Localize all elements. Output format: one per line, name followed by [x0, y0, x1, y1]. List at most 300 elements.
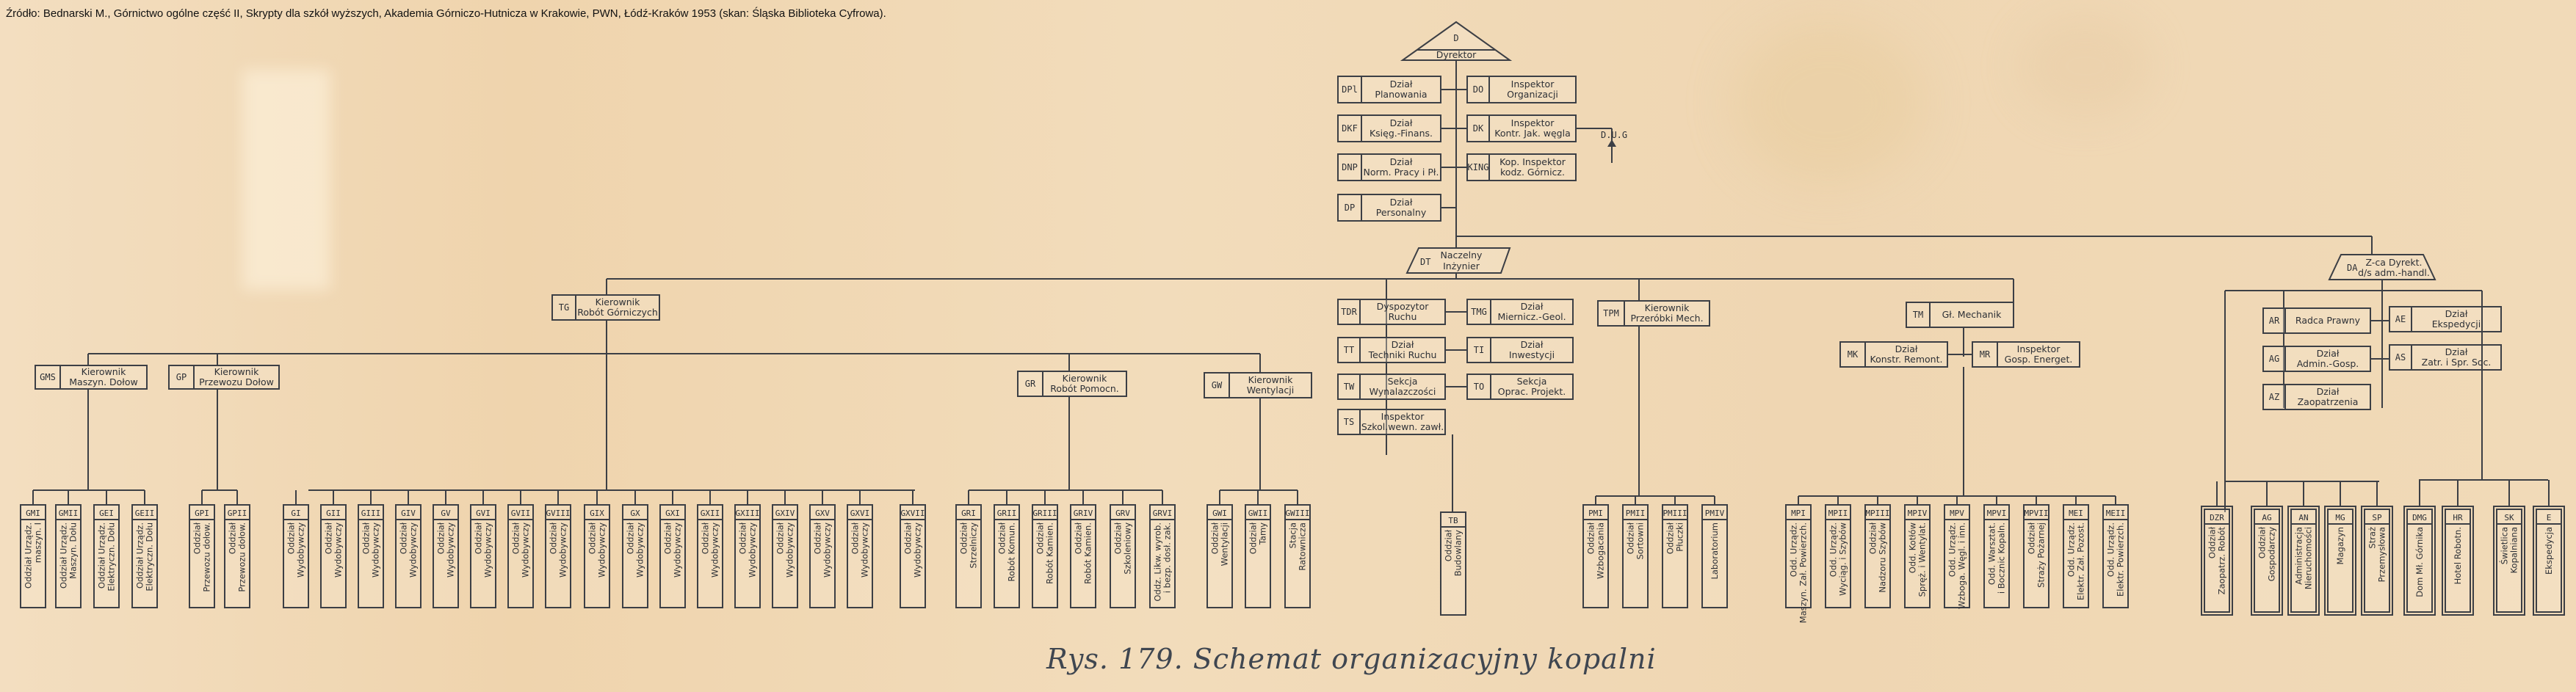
unit-label: Inspektor: [1510, 117, 1555, 128]
unit-label: Budowlany: [1452, 530, 1464, 577]
mechanic-unit-box: [1786, 505, 1811, 623]
unit-label: Szkoleniowy: [1122, 522, 1133, 575]
admin-box-left: [2263, 346, 2370, 371]
unit-code: GXIV: [775, 509, 795, 518]
unit-label: Inwestycji: [1508, 349, 1555, 360]
tech-box-left: [1338, 338, 1445, 363]
machines-unit-box: [56, 505, 81, 608]
unit-label: Sekcja: [1516, 376, 1547, 387]
unit-label: Wentylacji: [1246, 385, 1295, 396]
unit-label: maszyn. I: [32, 522, 43, 564]
unit-code: TT: [1343, 345, 1355, 355]
unit-label: Oddział: [227, 522, 238, 555]
processing-unit-box: [1583, 505, 1608, 608]
admin-box-right: [2389, 307, 2501, 332]
unit-label: Oddział Urządz.: [96, 522, 107, 589]
unit-code: GIX: [590, 509, 604, 518]
unit-label: Dział: [1389, 156, 1413, 167]
unit-label: Wydobywczy: [520, 522, 531, 578]
unit-label: Dział: [2316, 348, 2340, 359]
unit-code: DNP: [1342, 162, 1358, 172]
unit-code: GMI: [26, 509, 40, 518]
unit-label: Wydobywczy: [912, 522, 923, 578]
chief-engineer-node: [1407, 248, 1510, 273]
mechanic-unit-box: [1944, 505, 1969, 609]
unit-label: Wydobywczy: [482, 522, 493, 578]
unit-code: DO: [1472, 84, 1484, 95]
production-unit-box: [900, 505, 925, 608]
unit-label: Sortowni: [1635, 522, 1646, 560]
unit-code: PMI: [1588, 509, 1603, 518]
unit-label: Wynalazczości: [1369, 386, 1436, 397]
unit-label: Spręż. i Wentylat.: [1917, 522, 1928, 597]
figure-caption: Rys. 179. Schemat organizacyjny kopalni: [1046, 643, 1657, 675]
staff-box-right: [1467, 76, 1576, 103]
machines-unit-box: [132, 505, 157, 608]
admin-box-left: [2263, 385, 2370, 409]
machines-unit-box: [94, 505, 119, 608]
unit-code: GIV: [401, 509, 416, 518]
unit-label: Wzboga. Węgl. i inn.: [1956, 522, 1967, 609]
production-unit-box: [546, 505, 571, 608]
unit-code: DK: [1472, 123, 1484, 134]
unit-code: MPII: [1828, 509, 1848, 518]
unit-code: SK: [2504, 513, 2514, 522]
unit-code: GV: [441, 509, 451, 518]
production-unit-box: [508, 505, 533, 608]
unit-label: Ekspedycja: [2544, 527, 2554, 575]
unit-code: GI: [291, 509, 301, 518]
unit-code: MPIII: [1865, 509, 1890, 518]
unit-label: Tamy: [1257, 522, 1268, 545]
unit-label: Oddział: [1073, 522, 1084, 555]
unit-label: Personalny: [1375, 207, 1427, 218]
unit-label: Dział: [2445, 308, 2468, 319]
unit-code: GRV: [1115, 509, 1130, 518]
unit-label: Kop. Inspektor: [1499, 156, 1566, 167]
unit-label: Oddział Urządz.: [58, 522, 69, 589]
unit-code: GWI: [1212, 509, 1227, 518]
unit-label: Oddział: [1112, 522, 1124, 555]
haulage-manager-box: [169, 365, 279, 389]
unit-label: Oddział: [1867, 522, 1878, 555]
aux-unit-box: [994, 505, 1019, 608]
unit-label: Robót Kamien.: [1082, 522, 1093, 584]
production-unit-box: [623, 505, 648, 608]
processing-unit-box: [1663, 505, 1687, 608]
unit-code: GRIV: [1073, 509, 1093, 518]
dug-label: D.U.G: [1601, 130, 1628, 140]
unit-label: Oddział: [1585, 522, 1596, 555]
production-unit-box: [283, 505, 308, 608]
unit-label: Wentylacji: [1219, 522, 1230, 567]
unit-code: TG: [558, 302, 570, 313]
unit-label: Elektr. Zał. Pozost.: [2075, 522, 2086, 600]
unit-label: Wydobywczy: [596, 522, 607, 578]
unit-code: TPM: [1603, 308, 1619, 318]
unit-label: Kierownik: [214, 366, 259, 377]
unit-label: Oddział: [435, 522, 446, 555]
chief-mechanic-box: [1906, 302, 2014, 327]
unit-label: Gospodarczy: [2266, 527, 2277, 582]
unit-label: Płuczki: [1674, 522, 1685, 552]
production-unit-box: [433, 505, 458, 608]
unit-code: TS: [1343, 417, 1355, 427]
unit-label: Nieruchomości: [2303, 527, 2314, 590]
unit-label: Odd. Warsztat.: [1986, 522, 1997, 586]
mechanic-unit-box: [2024, 505, 2049, 608]
staff-box-left: [1338, 115, 1441, 142]
unit-label: Szkol.wewn. zawł.: [1361, 421, 1444, 432]
unit-label: Odd. Urządz.: [1788, 522, 1799, 578]
unit-code: TW: [1343, 382, 1355, 392]
machines-manager-box: [35, 365, 147, 389]
dug-arrowhead: [1607, 139, 1616, 147]
staff-box-right: [1467, 154, 1576, 181]
unit-label: Oddział: [737, 522, 748, 555]
aux-unit-box: [1032, 505, 1057, 608]
unit-label: Oddział: [775, 522, 786, 555]
unit-label: Radca Prawny: [2295, 315, 2361, 326]
unit-label: Wydobywczy: [370, 522, 381, 578]
vent-unit-box: [1245, 505, 1270, 608]
unit-code: MG: [2335, 513, 2345, 522]
unit-label: Dział: [1391, 339, 1414, 350]
unit-code: GWIII: [1285, 509, 1310, 518]
admin-unit-box: [2494, 506, 2525, 615]
unit-label: Organizacji: [1507, 89, 1558, 100]
unit-label: Przewozu Dołow: [199, 376, 274, 387]
unit-label: kodz. Górnicz.: [1500, 167, 1565, 178]
unit-label: Oddział: [2026, 522, 2037, 555]
admin-unit-box: [2362, 506, 2392, 615]
director-node: [1403, 22, 1510, 60]
unit-code: MR: [1979, 349, 1991, 360]
unit-label: Zaopatrz. Robót: [2216, 527, 2227, 595]
unit-label: Straży Pożarnej: [2036, 522, 2047, 588]
unit-label: Wydobywczy: [822, 522, 833, 578]
unit-code: GXI: [665, 509, 680, 518]
unit-code: MEII: [2105, 509, 2126, 518]
production-unit-box: [735, 505, 760, 608]
unit-label: Oddział: [700, 522, 711, 555]
aux-unit-box: [956, 505, 981, 608]
unit-code: MPI: [1791, 509, 1806, 518]
unit-code: AE: [2395, 314, 2406, 324]
unit-code: DT: [1420, 257, 1431, 267]
unit-label: Gosp. Energet.: [2004, 354, 2073, 365]
mechanic-unit-box: [2063, 505, 2088, 608]
unit-label: Przemysłowa: [2376, 527, 2387, 583]
unit-label: Dział: [1520, 301, 1544, 312]
unit-code: AG: [2262, 513, 2272, 522]
unit-label: Techniki Ruchu: [1368, 349, 1437, 360]
unit-label: Oddział: [996, 522, 1007, 555]
unit-label: Strzelniczy: [968, 522, 979, 569]
staff-box-left: [1338, 154, 1441, 181]
unit-label: Oddział: [361, 522, 372, 555]
unit-label: Dział: [2445, 346, 2468, 357]
unit-label: Oddział: [812, 522, 823, 555]
unit-label: Oddział: [850, 522, 861, 555]
unit-label: Kierownik: [1644, 302, 1690, 313]
unit-label: i Bocznic Kopaln.: [1996, 522, 2007, 594]
mechanic-unit-box: [1984, 505, 2009, 608]
unit-label: Kierownik: [1062, 373, 1107, 384]
unit-label: Przewozu dołow.: [201, 522, 212, 592]
unit-code: DMG: [2412, 513, 2427, 522]
production-unit-box: [321, 505, 346, 608]
tech-box-right: [1467, 338, 1573, 363]
unit-label: Oddział: [1248, 522, 1259, 555]
unit-label: Dział: [2316, 386, 2340, 397]
tech-box-left: [1338, 374, 1445, 399]
unit-label: Oddział: [510, 522, 521, 555]
unit-label: Odd. Urządz.: [2105, 522, 2116, 578]
unit-code: TM: [1912, 310, 1924, 320]
unit-label: Wydobywczy: [295, 522, 306, 578]
unit-label: Wydobywczy: [672, 522, 683, 578]
unit-code: PMIII: [1663, 509, 1687, 518]
unit-label: Zaopatrzenia: [2297, 396, 2359, 407]
unit-label: Oddział: [587, 522, 598, 555]
unit-label: Oddział: [1443, 530, 1454, 562]
production-unit-box: [847, 505, 872, 608]
tech-unit-box: [1441, 512, 1466, 615]
admin-deputy-node: [2329, 255, 2435, 280]
unit-label: Robót Pomocn.: [1050, 383, 1119, 394]
aux-unit-box: [1071, 505, 1096, 608]
unit-code: GWII: [1248, 509, 1268, 518]
unit-label: Kontr. Jak. węgla: [1494, 128, 1571, 139]
unit-code: GPII: [227, 509, 247, 518]
mechanic-unit-box: [2103, 505, 2128, 608]
processing-unit-box: [1702, 505, 1727, 608]
unit-label: Oddział Urządz.: [134, 522, 145, 589]
unit-label: Oddz. Likw. wyrob.: [1152, 522, 1163, 602]
unit-label: Oddział: [1665, 522, 1676, 555]
unit-code: GVI: [476, 509, 491, 518]
unit-label: Robót Komun.: [1006, 522, 1017, 582]
unit-code: TMG: [1471, 307, 1487, 317]
admin-unit-box: [2288, 506, 2319, 615]
unit-label: Kierownik: [595, 296, 640, 307]
unit-label: Oddział: [1035, 522, 1046, 555]
unit-code: TO: [1473, 382, 1485, 392]
unit-label: Oddział: [1209, 522, 1220, 555]
unit-code: GMII: [58, 509, 79, 518]
admin-unit-box: [2251, 506, 2282, 615]
haulage-unit-box: [225, 505, 250, 608]
unit-label: Oddział: [398, 522, 409, 555]
unit-code: GX: [630, 509, 640, 518]
unit-code: AZ: [2268, 392, 2280, 402]
mechanic-unit-box: [1826, 505, 1850, 608]
unit-code: GPI: [195, 509, 209, 518]
unit-code: GXV: [815, 509, 830, 518]
unit-label: Ratownicza: [1297, 522, 1308, 571]
admin-unit-box: [2325, 506, 2356, 615]
unit-label: Stacja: [1287, 522, 1298, 549]
unit-label: Świetlica: [2499, 527, 2510, 565]
unit-code: MEI: [2069, 509, 2083, 518]
director-label: Dyrektor: [1436, 49, 1477, 60]
production-unit-box: [660, 505, 685, 608]
unit-label: Dział: [1520, 339, 1544, 350]
admin-unit-box: [2201, 506, 2232, 615]
unit-code: E: [2546, 513, 2552, 522]
unit-code: HR: [2453, 513, 2463, 522]
unit-label: Oddział: [286, 522, 297, 555]
unit-code: DZR: [2210, 513, 2224, 522]
unit-code: SP: [2372, 513, 2382, 522]
unit-label: Miernicz.-Geol.: [1497, 311, 1566, 322]
unit-code: GVIII: [546, 509, 571, 518]
unit-label: Wydobywczy: [445, 522, 456, 578]
aux-manager-box: [1018, 371, 1126, 396]
unit-code: KING: [1467, 162, 1489, 172]
unit-code: AN: [2298, 513, 2309, 522]
staff-box-right: [1467, 115, 1576, 142]
unit-code: AS: [2395, 352, 2406, 363]
vent-manager-box: [1204, 373, 1311, 398]
tech-box-left: [1338, 299, 1445, 324]
haulage-unit-box: [189, 505, 214, 608]
mechanic-unit-box: [1865, 505, 1890, 608]
production-unit-box: [810, 505, 835, 608]
unit-label: Wydobywczy: [859, 522, 870, 578]
unit-label: Hotel Robotn.: [2453, 527, 2463, 585]
unit-label: Robót Górniczych: [577, 307, 658, 318]
unit-code: GMS: [40, 372, 56, 382]
processing-manager-box: [1598, 301, 1710, 326]
unit-label: Oddział: [473, 522, 484, 555]
unit-code: GXII: [700, 509, 720, 518]
unit-label: Oddział: [958, 522, 969, 555]
unit-label: Gł. Mechanik: [1942, 309, 2002, 320]
unit-label: Ruchu: [1388, 311, 1417, 322]
tech-box-left: [1338, 409, 1445, 434]
staff-box-left: [1338, 194, 1441, 221]
unit-label: Z-ca Dyrekt.: [2365, 257, 2423, 268]
unit-label: Norm. Pracy i Pł.: [1363, 167, 1439, 178]
unit-label: Kierownik: [1248, 374, 1293, 385]
unit-code: GRI: [961, 509, 976, 518]
unit-code: TDR: [1341, 307, 1357, 317]
unit-label: Oddział: [548, 522, 559, 555]
unit-label: Oddział: [323, 522, 334, 555]
unit-label: Maszyn. Dołow: [69, 376, 138, 387]
unit-code: MPVI: [1986, 509, 2007, 518]
unit-label: Dział: [1389, 197, 1413, 208]
unit-code: GRIII: [1032, 509, 1057, 518]
unit-code: DPl: [1342, 84, 1358, 95]
unit-code: GRII: [996, 509, 1017, 518]
unit-label: Wydobywczy: [408, 522, 419, 578]
unit-code: AG: [2268, 354, 2280, 364]
unit-label: Elektr. Powierzch.: [2115, 522, 2126, 597]
source-caption: Źródło: Bednarski M., Górnictwo ogólne część II, Skrypty dla szkół wyższych, Akademia Górniczo-Hutnicza w Krakowie, PWN, Łódź-Kraków 1953 (skan: Śląska Biblioteka Cyfrowa).: [6, 7, 886, 20]
staff-box-left: [1338, 76, 1441, 103]
mech-box-right: [1972, 342, 2080, 367]
unit-label: Oddział: [1625, 522, 1636, 555]
unit-label: Przeróbki Mech.: [1630, 313, 1704, 324]
admin-box-left: [2263, 308, 2370, 333]
unit-label: Odd. Urządz.: [1828, 522, 1839, 578]
vent-unit-box: [1207, 505, 1232, 608]
unit-code: DA: [2347, 263, 2358, 273]
unit-label: Oddział: [662, 522, 673, 555]
tech-box-right: [1467, 299, 1573, 324]
unit-label: Elektryczn. Dołu: [106, 522, 117, 591]
admin-unit-box: [2404, 506, 2435, 615]
unit-label: Admin.-Gosp.: [2296, 358, 2359, 369]
unit-label: Ekspedycji: [2431, 318, 2481, 329]
unit-label: Inspektor: [2016, 343, 2061, 354]
production-unit-box: [585, 505, 609, 608]
unit-label: Wydobywczy: [634, 522, 645, 578]
mechanic-unit-box: [1905, 505, 1930, 608]
unit-label: Straż: [2367, 527, 2378, 549]
unit-label: Dział: [1389, 79, 1413, 90]
unit-label: Odd. Kotłów: [1907, 522, 1918, 574]
unit-code: GXVI: [850, 509, 870, 518]
unit-label: Oddział: [2257, 527, 2268, 559]
unit-label: Księg.-Finans.: [1369, 128, 1433, 139]
unit-label: Naczelny: [1440, 250, 1483, 261]
unit-code: GW: [1211, 380, 1223, 390]
unit-label: Zatr. i Spr. Soc.: [2421, 357, 2492, 368]
admin-unit-box: [2442, 506, 2473, 615]
unit-code: GEII: [134, 509, 155, 518]
vent-unit-box: [1285, 505, 1310, 608]
unit-label: Maszyn. Dołu: [68, 522, 79, 579]
tech-box-right: [1467, 374, 1573, 399]
unit-code: PMII: [1625, 509, 1646, 518]
unit-label: Wyciąg. i Szybów: [1837, 522, 1848, 596]
unit-label: Odd. Urządz.: [1947, 522, 1958, 578]
unit-label: Oddział: [902, 522, 913, 555]
unit-label: Laboratorium: [1710, 522, 1720, 580]
unit-code: DP: [1344, 203, 1356, 213]
unit-label: Oddział Urządz.: [23, 522, 34, 589]
unit-label: Kierownik: [81, 366, 126, 377]
unit-code: GRVI: [1152, 509, 1173, 518]
unit-label: Wzbogacania: [1595, 522, 1606, 579]
mining-manager-box: [552, 295, 659, 320]
unit-code: GIII: [361, 509, 381, 518]
unit-code: GXVII: [900, 509, 925, 518]
unit-label: Wydobywczy: [709, 522, 720, 578]
aux-unit-box: [1150, 505, 1175, 608]
unit-label: d/s adm.-handl.: [2358, 267, 2430, 278]
unit-label: Kopalniana: [2508, 527, 2519, 574]
director-code: D: [1453, 33, 1459, 43]
unit-code: TI: [1473, 345, 1485, 355]
unit-code: GVII: [510, 509, 531, 518]
unit-label: Oprac. Projekt.: [1497, 386, 1566, 397]
production-unit-box: [773, 505, 797, 608]
unit-code: TB: [1448, 516, 1458, 525]
unit-label: Inspektor: [1510, 79, 1555, 90]
admin-box-right: [2389, 345, 2501, 370]
unit-label: Konstr. Remont.: [1870, 354, 1943, 365]
unit-label: Dyspozytor: [1376, 301, 1429, 312]
aux-unit-box: [1110, 505, 1135, 608]
unit-label: Dział: [1895, 343, 1918, 354]
unit-code: MK: [1847, 349, 1859, 360]
unit-code: MPVII: [2024, 509, 2049, 518]
